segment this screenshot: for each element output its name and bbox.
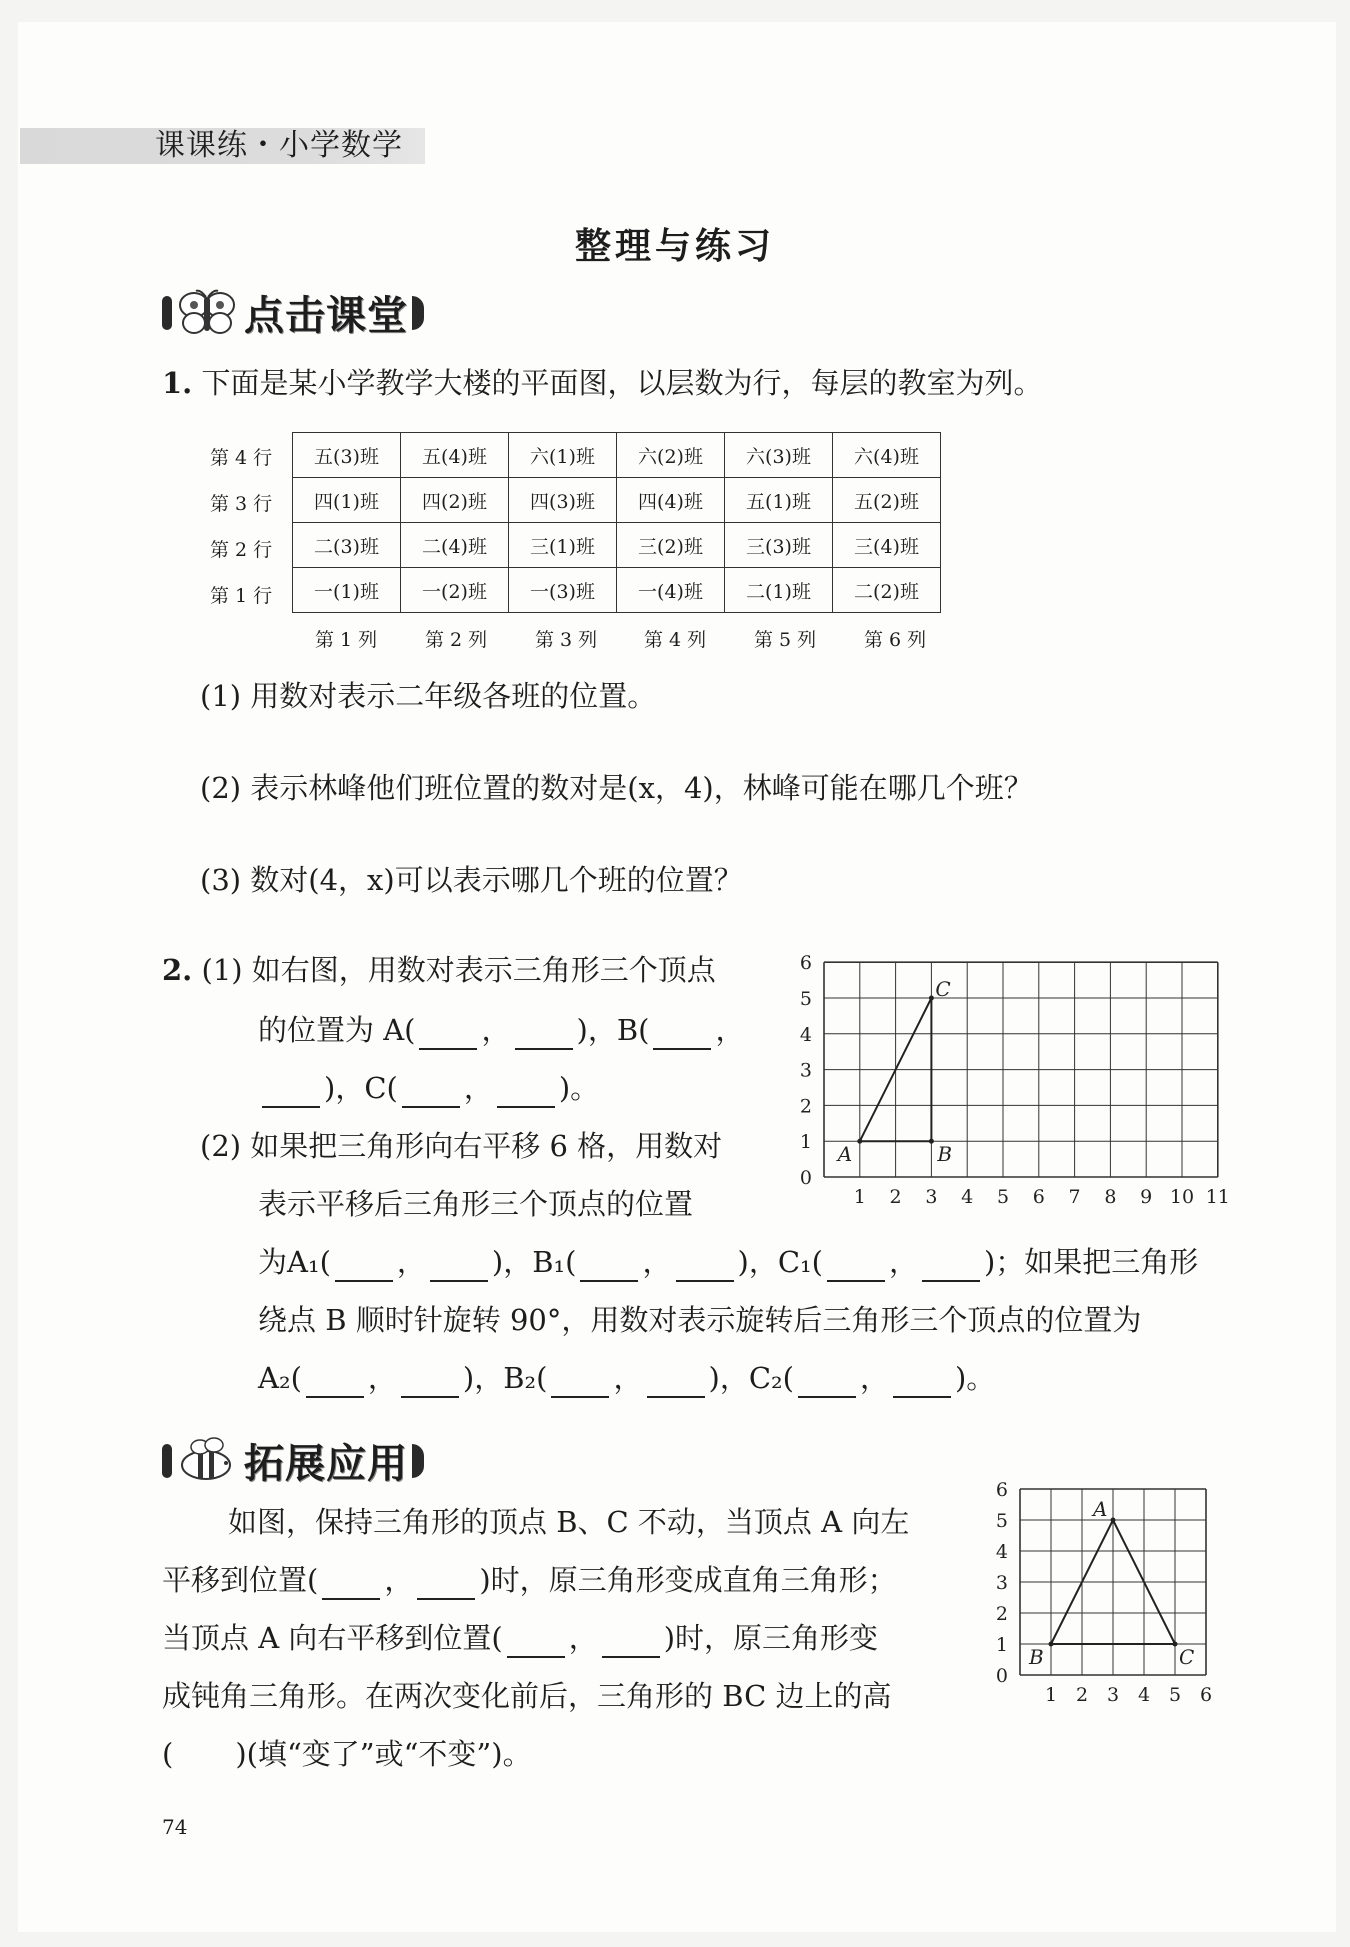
vertex-point <box>1173 1642 1178 1647</box>
q2-text: ， <box>715 1013 745 1047</box>
q2-text: )，B₁( <box>491 1245 577 1279</box>
page-number: 74 <box>162 1815 188 1839</box>
x-tick-label: 7 <box>1068 1186 1081 1208</box>
q2-text: 的位置为 A( <box>258 1013 416 1047</box>
q2-text: ， <box>481 1013 511 1047</box>
answer-blank[interactable] <box>306 1368 364 1398</box>
x-tick-label: 6 <box>1032 1186 1045 1208</box>
q3-text: )(填“变了”或“不变”)。 <box>235 1737 532 1771</box>
q2-text: ， <box>463 1071 493 1105</box>
q2-part1-line2 <box>258 1010 744 1050</box>
q1-number: 1. <box>162 366 193 400</box>
table-cell: 四(4)班 <box>617 478 725 523</box>
table-cell: 四(2)班 <box>401 478 509 523</box>
table-cell: 一(3)班 <box>509 568 617 613</box>
answer-blank[interactable] <box>515 1020 573 1050</box>
vertex-point <box>929 996 934 1001</box>
q2-text: ， <box>396 1245 426 1279</box>
x-tick-label: 3 <box>1106 1684 1120 1706</box>
vertex-point <box>929 1139 934 1144</box>
table-row <box>293 568 941 613</box>
answer-blank[interactable] <box>653 1020 711 1050</box>
q3-text: )时，原三角形变 <box>663 1621 879 1655</box>
q2-part2-line1: (2) 如果把三角形向右平移 6 格，用数对 <box>200 1129 723 1163</box>
q2-text: )，C( <box>324 1071 398 1105</box>
col-label: 第 1 列 <box>315 629 378 651</box>
col-label: 第 6 列 <box>864 629 927 651</box>
banner-right-cap <box>412 296 424 330</box>
q3-line2 <box>162 1560 897 1600</box>
col-label: 第 5 列 <box>754 629 817 651</box>
y-tick-label: 6 <box>799 952 812 975</box>
y-tick-label: 1 <box>995 1634 1008 1656</box>
q3-text: ， <box>568 1621 598 1655</box>
q3-text: 平移到位置( <box>162 1563 319 1597</box>
q2-text: )。 <box>954 1361 996 1395</box>
q2-part2-line3 <box>258 1242 1198 1282</box>
book-title: 课课练・小学数学 <box>155 128 403 163</box>
q1-sub2: (2) 表示林峰他们班位置的数对是(x，4)，林峰可能在哪几个班？ <box>200 771 1033 805</box>
x-tick-label: 3 <box>925 1186 938 1208</box>
table-cell: 四(3)班 <box>509 478 617 523</box>
answer-blank[interactable] <box>335 1252 393 1282</box>
banner-left-cap <box>162 1444 172 1478</box>
q3-line3 <box>162 1618 878 1658</box>
q1-intro-text: 下面是某小学教学大楼的平面图，以层数为行，每层的教室为列。 <box>201 366 1043 400</box>
y-tick-label: 5 <box>995 1510 1008 1532</box>
x-tick-label: 5 <box>996 1186 1010 1208</box>
table-cell: 六(4)班 <box>833 433 941 478</box>
q3-text: ， <box>384 1563 414 1597</box>
q2-number: 2. <box>162 953 193 987</box>
q2-text: )。 <box>558 1071 600 1105</box>
butterfly-icon <box>172 287 242 339</box>
q2-text: )，B( <box>576 1013 650 1047</box>
x-tick-label: 2 <box>889 1186 902 1208</box>
table-row <box>293 523 941 568</box>
x-tick-label: 9 <box>1140 1186 1153 1208</box>
answer-blank[interactable] <box>647 1368 705 1398</box>
q3-text: 当顶点 A 向右平移到位置( <box>162 1621 503 1655</box>
q2-part1-line1 <box>162 950 716 990</box>
row-label: 第 1 行 <box>210 585 273 607</box>
q2-part1-line3 <box>258 1068 599 1108</box>
q3-line4: 成钝角三角形。在两次变化前后，三角形的 BC 边上的高 <box>162 1679 892 1713</box>
answer-blank[interactable] <box>417 1570 475 1600</box>
section-banner-classroom <box>162 284 424 341</box>
q2-text: 为A₁( <box>258 1245 331 1279</box>
y-tick-label: 4 <box>799 1023 812 1046</box>
table-cell: 五(3)班 <box>293 433 401 478</box>
page-title: 整理与练习 <box>574 226 775 267</box>
classroom-table <box>292 432 941 613</box>
x-tick-label: 1 <box>853 1186 866 1208</box>
y-tick-label: 3 <box>995 1572 1008 1594</box>
table-cell: 三(2)班 <box>617 523 725 568</box>
y-tick-label: 2 <box>995 1603 1008 1625</box>
vertex-label: C <box>935 977 951 1001</box>
row-label: 第 3 行 <box>210 493 273 515</box>
x-tick-label: 10 <box>1169 1186 1195 1208</box>
y-tick-label: 0 <box>799 1167 812 1189</box>
q2-part2-line4: 绕点 B 顺时针旋转 90°，用数对表示旋转后三角形三个顶点的位置为 <box>258 1303 1142 1337</box>
table-cell: 六(2)班 <box>617 433 725 478</box>
x-tick-label: 2 <box>1075 1684 1089 1706</box>
section-title-extension: 拓展应用 <box>244 1441 408 1487</box>
answer-blank[interactable] <box>798 1368 856 1398</box>
answer-blank[interactable] <box>430 1252 488 1282</box>
q2-text: )，B₂( <box>462 1361 548 1395</box>
table-cell: 三(3)班 <box>725 523 833 568</box>
table-row <box>293 478 941 523</box>
q2-text: (1) 如右图，用数对表示三角形三个顶点 <box>201 953 716 987</box>
y-tick-label: 1 <box>799 1131 812 1154</box>
row-label: 第 2 行 <box>210 539 273 561</box>
q1-sub3: (3) 数对(4，x)可以表示哪几个班的位置？ <box>200 863 743 897</box>
answer-blank[interactable] <box>922 1252 980 1282</box>
row-label: 第 4 行 <box>210 447 273 469</box>
table-cell: 二(4)班 <box>401 523 509 568</box>
vertex-label: B <box>1029 1645 1044 1669</box>
bee-icon <box>172 1435 242 1487</box>
vertex-label: A <box>837 1142 853 1167</box>
answer-blank[interactable] <box>402 1078 460 1108</box>
x-tick-label: 4 <box>1137 1684 1151 1706</box>
q2-text: )，C₁( <box>737 1245 823 1279</box>
q1-sub1: (1) 用数对表示二年级各班的位置。 <box>200 679 657 713</box>
q3-coordinate-grid <box>990 1479 1225 1725</box>
x-tick-label: 5 <box>1168 1684 1182 1706</box>
answer-blank[interactable] <box>507 1628 565 1658</box>
q2-text: ， <box>613 1361 643 1395</box>
table-cell: 四(1)班 <box>293 478 401 523</box>
y-tick-label: 2 <box>799 1095 812 1118</box>
q3-line1: 如图，保持三角形的顶点 B、C 不动，当顶点 A 向左 <box>228 1505 910 1539</box>
y-tick-label: 3 <box>799 1059 812 1082</box>
x-tick-label: 1 <box>1044 1684 1058 1706</box>
q2-text: )，C₂( <box>708 1361 794 1395</box>
table-cell: 二(1)班 <box>725 568 833 613</box>
answer-blank[interactable] <box>419 1020 477 1050</box>
q1-intro <box>162 363 1043 403</box>
col-label: 第 3 列 <box>535 629 598 651</box>
vertex-point <box>857 1139 862 1144</box>
q2-text: )；如果把三角形 <box>983 1245 1199 1279</box>
table-cell: 六(1)班 <box>509 433 617 478</box>
answer-blank[interactable] <box>551 1368 609 1398</box>
vertex-point <box>1111 1518 1116 1523</box>
table-cell: 五(2)班 <box>833 478 941 523</box>
table-cell: 一(4)班 <box>617 568 725 613</box>
banner-left-cap <box>162 296 172 330</box>
q2-text: A₂( <box>258 1361 302 1395</box>
q3-line5 <box>162 1734 532 1774</box>
table-cell: 二(3)班 <box>293 523 401 568</box>
banner-right-cap <box>412 1444 424 1478</box>
vertex-label: A <box>1093 1497 1108 1521</box>
table-cell: 一(1)班 <box>293 568 401 613</box>
q2-text: ， <box>859 1361 889 1395</box>
col-label: 第 2 列 <box>425 629 488 651</box>
y-tick-label: 6 <box>995 1479 1008 1501</box>
answer-blank[interactable] <box>401 1368 459 1398</box>
y-tick-label: 4 <box>995 1541 1008 1563</box>
answer-blank[interactable] <box>602 1628 660 1658</box>
answer-blank[interactable] <box>893 1368 951 1398</box>
q3-text: )时，原三角形变成直角三角形； <box>479 1563 897 1597</box>
answer-blank[interactable] <box>827 1252 885 1282</box>
vertex-point <box>1049 1642 1054 1647</box>
x-tick-label: 6 <box>1199 1684 1213 1706</box>
q2-text: ， <box>888 1245 918 1279</box>
answer-blank[interactable] <box>676 1252 734 1282</box>
table-cell: 二(2)班 <box>833 568 941 613</box>
answer-blank[interactable] <box>322 1570 380 1600</box>
table-cell: 三(1)班 <box>509 523 617 568</box>
table-cell: 三(4)班 <box>833 523 941 568</box>
q2-text: ， <box>642 1245 672 1279</box>
table-cell: 六(3)班 <box>725 433 833 478</box>
section-banner-extension <box>162 1432 424 1489</box>
section-title-classroom: 点击课堂 <box>244 293 408 339</box>
table-row <box>293 433 941 478</box>
answer-blank[interactable] <box>497 1078 555 1108</box>
vertex-label: C <box>1179 1645 1195 1669</box>
q2-text: ， <box>367 1361 397 1395</box>
answer-blank[interactable] <box>580 1252 638 1282</box>
x-tick-label: 11 <box>1205 1186 1230 1208</box>
y-tick-label: 0 <box>995 1665 1008 1687</box>
answer-blank[interactable] <box>262 1078 320 1108</box>
q2-coordinate-grid <box>790 950 1230 1208</box>
vertex-label: B <box>937 1142 953 1167</box>
q3-text: ( <box>162 1737 174 1771</box>
table-cell: 一(2)班 <box>401 568 509 613</box>
q2-part2-line5 <box>258 1358 995 1398</box>
x-tick-label: 8 <box>1104 1186 1117 1208</box>
q2-part2-line2: 表示平移后三角形三个顶点的位置 <box>258 1187 694 1221</box>
col-label: 第 4 列 <box>644 629 707 651</box>
table-cell: 五(1)班 <box>725 478 833 523</box>
table-cell: 五(4)班 <box>401 433 509 478</box>
x-tick-label: 4 <box>961 1186 974 1208</box>
y-tick-label: 5 <box>799 988 812 1010</box>
